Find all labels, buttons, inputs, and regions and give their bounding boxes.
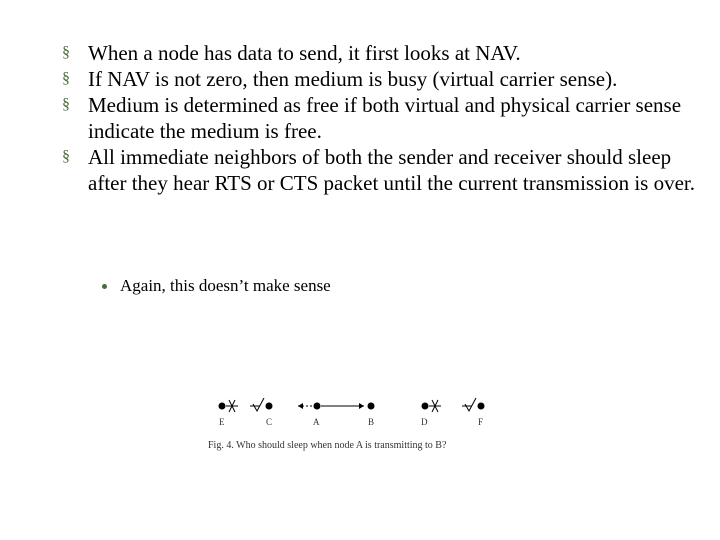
bullet-text: Medium is determined as free if both virtual and physical carrier sense indicate the medium is free. — [88, 93, 682, 143]
bullet-marker-icon: § — [62, 148, 70, 165]
node-label: D — [421, 417, 428, 427]
sub-bullet-text: Again, this doesn’t make sense — [120, 276, 331, 295]
network-diagram — [204, 384, 504, 456]
node-label: B — [368, 417, 375, 427]
arrowhead-left-icon — [298, 403, 303, 409]
bullet-text: When a node has data to send, it first looks at NAV. — [88, 41, 521, 65]
arrowhead-right-icon — [359, 403, 364, 409]
sub-bullet — [102, 275, 331, 297]
figure-caption: Fig. 4. Who should sleep when node A is transmitting to B? — [208, 440, 447, 451]
node-label: E — [219, 417, 225, 427]
bullet-text: If NAV is not zero, then medium is busy (virtual carrier sense). — [88, 67, 618, 91]
node-f-dot — [478, 403, 485, 410]
sleep-check-icon — [462, 398, 476, 411]
bullet-item — [62, 66, 702, 92]
node-label: A — [313, 417, 320, 427]
bullet-marker-icon: § — [62, 70, 70, 87]
sleep-star-icon — [226, 400, 238, 412]
bullet-text: All immediate neighbors of both the sender and receiver should sleep after they hear RTS or CTS packet until the current transmission is over. — [88, 145, 696, 195]
sleep-star-icon — [429, 400, 441, 412]
node-d-dot — [422, 403, 429, 410]
node-b-dot — [368, 403, 375, 410]
bullet-marker-icon: § — [62, 96, 70, 113]
bullet-list — [62, 40, 702, 196]
network-figure — [204, 384, 504, 456]
bullet-marker-icon: § — [62, 44, 70, 61]
node-label: F — [478, 417, 484, 427]
bullet-item — [62, 40, 702, 66]
bullet-item — [62, 92, 702, 144]
sub-bullet-dot-icon — [102, 284, 107, 289]
node-c-dot — [266, 403, 273, 410]
node-label: C — [266, 417, 273, 427]
node-e-dot — [219, 403, 226, 410]
sleep-check-icon — [250, 398, 264, 411]
bullet-item — [62, 144, 702, 196]
node-a-dot — [314, 403, 321, 410]
